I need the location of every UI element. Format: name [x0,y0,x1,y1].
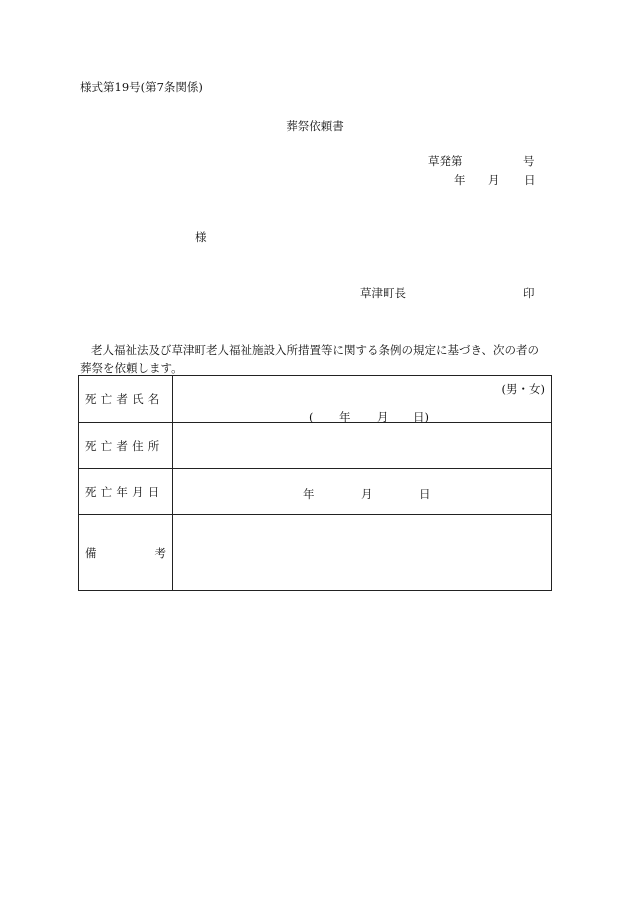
remarks-label-right: 考 [154,545,166,560]
birth-date-line [309,409,429,425]
date-month-label: 月 [488,173,500,187]
birth-date-month: 月 [377,410,389,424]
row-label-text: 死亡年月日 [85,484,164,499]
request-body-text: 老人福祉法及び草津町老人福祉施設入所措置等に関する条例の規定に基づき、次の者の葬祭を依頼します。 [80,343,540,375]
table-row [79,515,552,591]
date-year-label: 年 [454,173,466,187]
deceased-address-field[interactable] [173,423,552,469]
issue-number-suffix: 号 [523,154,535,168]
death-date-month: 月 [361,487,373,501]
table-row [79,469,552,515]
death-date-line [303,486,431,502]
row-label-text: 死亡者氏名 [85,392,164,406]
birth-date-day: 日) [413,410,429,424]
death-date-label [79,469,173,515]
deceased-name-field[interactable] [173,376,552,423]
addressee-honorific: 様 [195,230,207,244]
remarks-label-left: 備 [85,545,97,560]
deceased-record-table [78,375,552,591]
date-day-label: 日 [524,173,536,187]
seal-mark: 印 [523,286,535,300]
birth-date-open: ( [309,410,314,424]
death-date-field[interactable] [173,469,552,515]
deceased-address-label [79,423,173,469]
death-date-year: 年 [303,487,315,501]
form-number: 様式第19号(第7条関係) [80,80,203,94]
table-row [79,376,552,423]
document-title: 葬祭依頼書 [286,119,344,133]
deceased-name-label [79,376,173,423]
issue-number-prefix: 草発第 [428,154,463,168]
table-row [79,423,552,469]
row-label-text: 死亡者住所 [85,438,164,453]
gender-note: (男・女) [501,382,545,396]
death-date-day: 日 [419,487,431,501]
remarks-label [79,515,173,591]
remarks-field[interactable] [173,515,552,591]
birth-date-year: 年 [339,410,351,424]
sender-title: 草津町長 [360,286,406,300]
